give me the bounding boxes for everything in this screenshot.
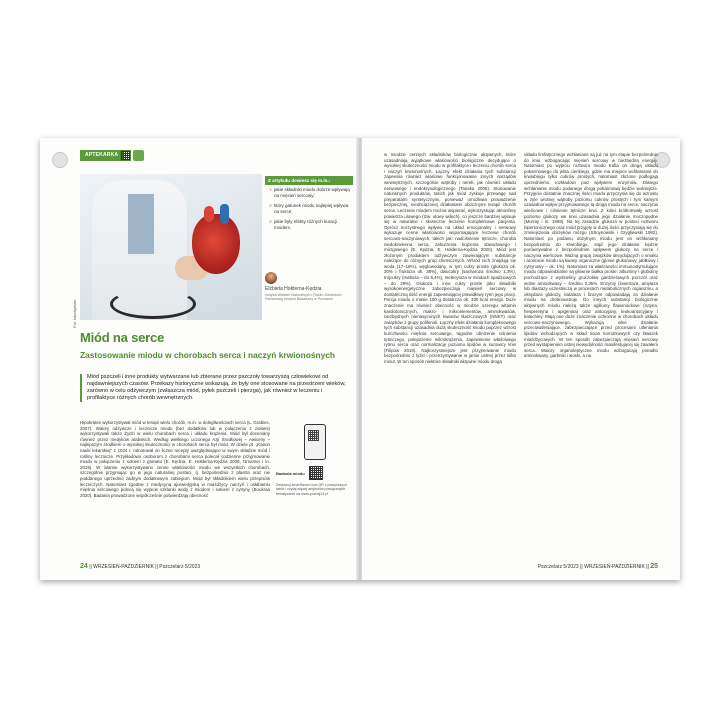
qr-row xyxy=(276,466,354,480)
list-item: » który gatunek miodu najlepiej wpływa na serce; xyxy=(269,203,353,215)
qr-promo xyxy=(276,424,354,496)
article-subtitle: Zastosowanie miodu w chorobach serca i naczyń krwionośnych xyxy=(80,350,336,360)
article-photo xyxy=(80,174,262,320)
right-page xyxy=(362,138,680,580)
photo-credit: Fot. Istockphoto xyxy=(72,299,77,328)
avatar xyxy=(265,272,277,284)
section-tag: APTEKARKA xyxy=(80,150,123,161)
stethoscope-icon xyxy=(110,289,196,319)
heart-model-icon xyxy=(192,214,240,274)
smartphone-icon xyxy=(304,424,326,460)
key-points-list xyxy=(265,185,353,231)
body-column-right-1: w miodzie cennych składników biologicznie aktywnych, które uzasadniają wyjątkowe właściwości biologiczne decydujące o wysokiej skuteczności miodu w profilaktyce i leczeniu chorób serca i naczyń krwionośnych. Łączny efekt działania tych substancji zapewnia również właściwe funkcjonowanie innych narządów wewnętrznych, szczególnie wątroby i nerek, jak również układu nerwowego i endokrynologicznego (Tanaka 2006). Stosowanie naturalnych produktów, takich jak miód zyskuje przewagę nad preparatami syntetycznymi, ponieważ umożliwia prowadzenie bezpiecznej, nieobciążonej działaniami ubocznymi terapii chorób serca. Leczenie miodem można wspierać, wykorzystując atmosferę powietrza ulowego (tzw. ulowy wdech), co jeszcze bardziej wpisuje się w naturalne i skuteczne leczenie kompleksowe pacjenta. Oprócz korzystnego wpływu na układ emocjonalny i nerwowy wykazuje cenne właściwości wspomagające leczenie chorób sercowo-naczyniowych, takich jak: nadciśnienie tętnicze, choroba niedokrwienna serca, zaburzenia krążenia obwodowego i mózgowego (E. Kędzia, E. Hołderna-Kędzia 2020). Miód jest złożonym produktem odżywczym zawierającym substancje należące do różnych grup chemicznych. Wśród nich znajdują się woda (17–18%), węglowodany, w tym cukry proste (glukoza ok. 30% i fruktoza ok. 38%), dwucukry (sacharoza średnio 1,3%), trójcukry (maltoza – do 5,4%), melecytoza w miodach spadziowych – do 29%). Glukoza i inne cukry proste jako składniki wysokoenergetyczne zabezpieczają mięsień sercowy w dostateczną ilość energii zapewniającej prawidłowy rytm jego pracy. Porcja miodu o masie 100 g dostarcza ok. 330 kcal energii. Duże znaczenie ma również obecność w miodzie szeregu witamin kardiotonicznych, makro- i mikroelementów, aminokwasów, niezbędnych nienasyconych kwasów tłuszczowych (NNKT) oraz związków z grupy polifenoli. Łączny efekt działania kompleksowego tych substancji uzasadnia dużą skuteczność miodu poprzez wzrost kurczliwości mięśnia sercowego, tagodne obniżenie ciśnienia tętniczego, polepszenie mikrokrążenia, zapewnienie właściwego rytmu serca oraz normalizację poziomu lipidów w surowicy krwi (Filipow 2019). Najkorzystniejsze jest przyjmowanie miodu bezpośrednio z łyżki i przetrzymywanie w jamie ustnej przez kilka minut. W ten sposób niektóre składniki aktywne miodu drogą xyxy=(384,152,516,364)
qr-label: Badania miodu xyxy=(276,470,305,476)
list-item: » jakie składniki miodu dobrze wpływają na mięsień sercowy; xyxy=(269,187,353,199)
qr-caption: Zeskanuj smartfonem kod QR z powyższych tablic i czytaj więcej artykułów powiązanych tematycznie na www.poznaj24.pl xyxy=(276,483,347,496)
left-footer xyxy=(80,563,200,570)
footer-text: || WRZESIEŃ-PAŹDZIERNIK || Pszczelarz 5/2023 xyxy=(89,564,201,570)
list-item: » jakie były efekty różnych kuracji miodem. xyxy=(269,219,353,231)
magazine-spread xyxy=(40,138,680,580)
key-points-heading: Z artykułu dowiesz się m.in.: xyxy=(265,176,353,185)
key-points-box xyxy=(265,176,353,235)
right-footer xyxy=(538,563,658,570)
body-column-right-2: układu limfatycznego wchłaniane są już na tym etapie bezpośrednio do krwi, wzbogacając mięsień sercowy w niezbędną energię. Natomiast po wypiciu roztworu miodu trafia on drogą układu pokarmowego do jelita cienkiego, gdzie ma miejsce wchłanianie do krwiobiegu tylko cukrów prostych, natomiast złożone podlegają uprzedniemu rozkładowi pod wpływem enzymów. Dlatego wchłanianie miodu podanego drogą pokarmową będzie wolniejsze. Przyjęcie dostatnie znacznej ilości miodu przyczynia się do wzrostu w żyle wrotnej wątroby poziomu cukrów prostych i tym samym uzasadnia wpływ przyjmowanego tą drogą miodu na serce, naczynia wieńcowe i ciśnienie tętnicze krwi. Z kolei krótkotrwały wzrost poziomu glukozy we krwi uzasadnia jego działanie moczopędne (Murray i in. 1998). Na tej zasadzie glukoza w postaci roztworu hipertonicznego oraz miód przyjęty w dużej ilości przyczyniają się do zmniejszenia obrzęków mózgu (Stroynowski i Grygliewski 1992). Natomiast po podaniu dożylnym miodu jest on wchłaniany bezpośrednio do krwiobiegu, stąd jego działanie będzie porównywalne z bezpośrednim wpływem glukozy na serce i naczynia wieńcowe. Ważną grupą związków decydujących o smaku i aromacie miodu są kwasy organiczne (glonie glukonowy, jabłkowy i cytrynowy – ok. 1%). Natomiast za właściwości immunostymulujące miodu odpowiedzialne są głównie białka proste: albuminy i globuliny pochodzące z wydzieliny gruczołów gardzielowych pszczół oraz wolne aminokwasy – średnio 0,35%. Enzymy (inwertaza, amylaza lub diastazy uczestniczą w procesach metabolicznych organizmu, a oksydaza glukozy, katalaza i lizozym odpowiadają za działanie miodu na drobnoustroje. Do innych substancji biologicznie aktywnych miodu należą także aglikony flawonoidowe (rutyna, hesperetyna i apigenina) oraz antocyjany, leukoantocyjany i katechiny. Mają one duże znaczenie ochronne w chorobach układu sercowo-naczyniowego. Wykazują silne działanie przeciwutleniające, zabezpieczające przed procesami utleniania lipidów wchodzących w skład ścian komórkowych czy błaszek miażdżycowych. W ten sposób zabezpieczają mięsień sercowy przed wystąpieniem ostrej niewydolności manifestującej się zawałem serca. Walory organoleptyczne miodu wzbogacają ponadto aminokwasy, garbniki i woski, a na xyxy=(524,152,658,359)
seal-icon xyxy=(52,152,68,168)
logo-icon xyxy=(133,150,144,161)
page-number: 24 xyxy=(80,563,88,570)
page-number: 25 xyxy=(650,563,658,570)
qr-code-icon xyxy=(120,150,131,161)
left-page xyxy=(40,138,358,580)
article-lead: Miód pszczeli i inne produkty wytwarzane lub zbierane przez pszczoły towarzyszą człowiekowi od najdawniejszych czasów. Przekazy historyczne wskazują, że były one stosowane na przestrzeni wieków, zarówno w celu odżywczym (zwłaszcza miód, pyłek pszczeli i pierzga), jak również w leczeniu i profilaktyce różnych chorób wewnętrznych. xyxy=(80,374,350,402)
footer-text: Pszczelarz 5/2023 || WRZESIEŃ-PAŹDZIERNIK || xyxy=(537,564,649,570)
qr-code-icon[interactable] xyxy=(309,466,323,480)
author-name: Elżbieta Hołderna-Kędzia xyxy=(265,286,322,292)
doctor-shirt xyxy=(128,194,154,254)
body-column-left-1: Hipokrates wykorzystywał miód w terapii wielu chorób, m.in. w dolegliwościach serca (Ł. Grabiec, 2007). Walory odżywcze i lecznicze miodu (bez dodatków lub w połączeniu z ziołami) wykorzystywali także Żydzi w wielu chorobach serca i układu krążenia. Miód był doceniany również przez medyków arabskich. Według wielkiego uczonego Azji Środkowej – Awiceny – najlepszym środkiem o wysokiej skuteczności w chorobach serca był miód. W dziele pt. „Kanon nauki lekarskiej” z 1024 r. odnotował on liczne recepty uwzględniające w swym składzie miód i rośliny lecznicze. Przykładowo osoborom z chorobami serca polecał codzienne przyjmowanie miodu w połączeniu z sokiem z granatu (E. Kędzia, E. Hołderna-Kędzia 2008, Ornamer i in. 2019). W islamie wykorzystywano cenne właściwości miodu we wszystkich chorobach, szczególnie przyjmując go w jego naturalnej postaci, tj. bezpośrednio z plastra oraz nie poddanego uprzednio żadnym dodatkowym zabiegom. Miód był składnikiem wielu przepisów leczniczych. Natomiast zgodnie z medycyną ajurwedyjską w miażdżycy naczyń i osłabieniu mięśnia sercowego polecą się wypicie szklanki wody z miodem i sokiem z cytryny (Boukraa 2020). Badania prowadzone współcześnie potwierdzają obecność xyxy=(80,420,270,498)
author-affiliation: Instytut Włókien Naturalnych i Roślin Zielarskich Państwowy Instytut Badawczy w Poznaniu xyxy=(265,293,342,302)
article-title: Miód na serce xyxy=(80,330,165,345)
